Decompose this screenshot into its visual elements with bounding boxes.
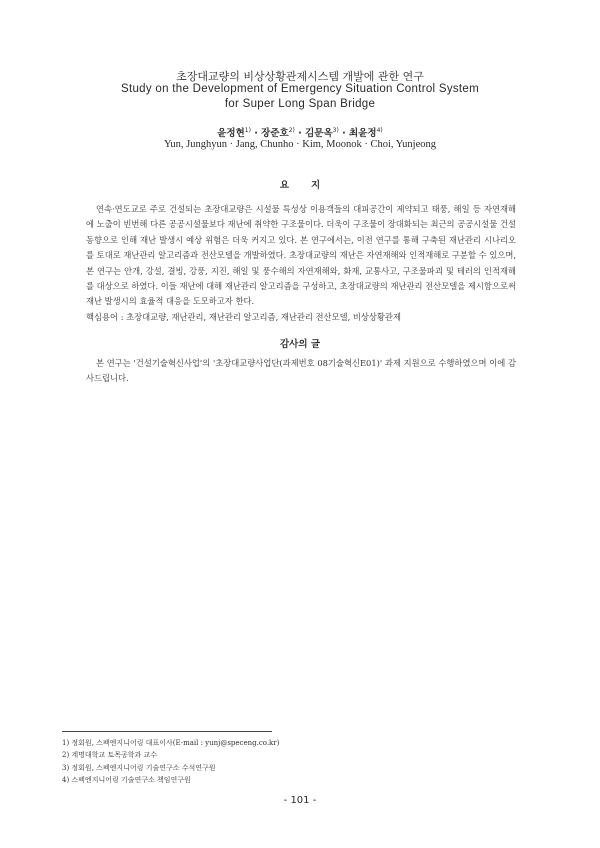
- footnotes: [62, 737, 482, 786]
- author-name: 장준호: [261, 128, 289, 139]
- acknowledgement-body: 본 연구는 '건설기술혁신사업'의 '초장대교량사업단(과제번호 08기술혁신E01)' 과제 지원으로 수행하였으며 이에 감사드립니다.: [86, 358, 516, 384]
- footnote: 4) 스펙엔지니어링 기술연구소 책임연구원: [62, 775, 191, 784]
- title-korean: 초장대교량의 비상상황관제시스템 개발에 관한 연구: [176, 70, 424, 83]
- author-name: 윤정현: [217, 128, 245, 139]
- author-name: 김문옥: [305, 128, 333, 139]
- authors-english: Yun, Junghyun · Jang, Chunho · Kim, Moonok · Choi, Yunjeong: [163, 139, 437, 150]
- author-name: 최윤정: [349, 128, 377, 139]
- footnote: 2) 계명대학교 토목공학과 교수: [62, 751, 158, 760]
- page-number: - 101 -: [283, 795, 317, 806]
- author-separator: ·: [338, 128, 350, 139]
- author-separator: ·: [250, 128, 262, 139]
- acknowledgement-heading: 감사의 글: [279, 339, 320, 350]
- authors-korean: [0, 125, 600, 139]
- keywords: 핵심용어 : 초장대교량, 재난관리, 재난관리 알고리즘, 재난관리 전산모델, 비상상황관제: [86, 312, 401, 322]
- title-english-line2: for Super Long Span Bridge: [224, 98, 376, 110]
- author-separator: ·: [294, 128, 306, 139]
- abstract-heading: 요지: [279, 180, 343, 191]
- footnote: 3) 정회원, 스펙엔지니어링 기술연구소 수석연구원: [62, 763, 216, 772]
- footnote: 1) 정회원, 스펙엔지니어링 대표이사(E-mail : yunj@speceng.co.kr): [62, 739, 280, 747]
- title-english-line1: Study on the Development of Emergency Situation Control System: [120, 83, 480, 95]
- author-footnote-mark: 1): [244, 126, 251, 134]
- author-footnote-mark: 2): [288, 126, 295, 134]
- footnote-divider: [62, 731, 272, 732]
- abstract-body: 연속·연도교로 주로 건설되는 초장대교량은 시설물 특성상 이용객들의 대피공간이 제약되고 태풍, 해일 등 자연재해에 노출이 빈번해 다른 공공시설물보다 재난에 취약한 구조물이다. 더욱이 구조물이 장대화되는 최근의 공공시설물 건설동향으로 인해 재난 발생시 예상 위험은 더욱 커지고 있다. 본 연구에서는, 이전 연구를 통해 구축된 재난관리 시나리오를 토대로 재난관리 알고리즘과 전산모델을 개발하였다. 초장대교량의 재난은 자연재해와 인적재해로 구분할 수 있으며, 본 연구는 안개, 강설, 결빙, 강풍, 지진, 해일 및 풍수해의 자연재해와, 화재, 교통사고, 구조물파괴 및 테러의 인적재해를 대상으로 하였다. 이들 재난에 대해 재난관리 알고리즘을 구성하고, 초장대교량의 재난관리 전산모델을 제시함으로써 재난 발생시의 효율적 대응을 도모하고자 한다.: [86, 204, 516, 307]
- author-footnote-mark: 4): [376, 126, 383, 134]
- author-footnote-mark: 3): [332, 126, 339, 134]
